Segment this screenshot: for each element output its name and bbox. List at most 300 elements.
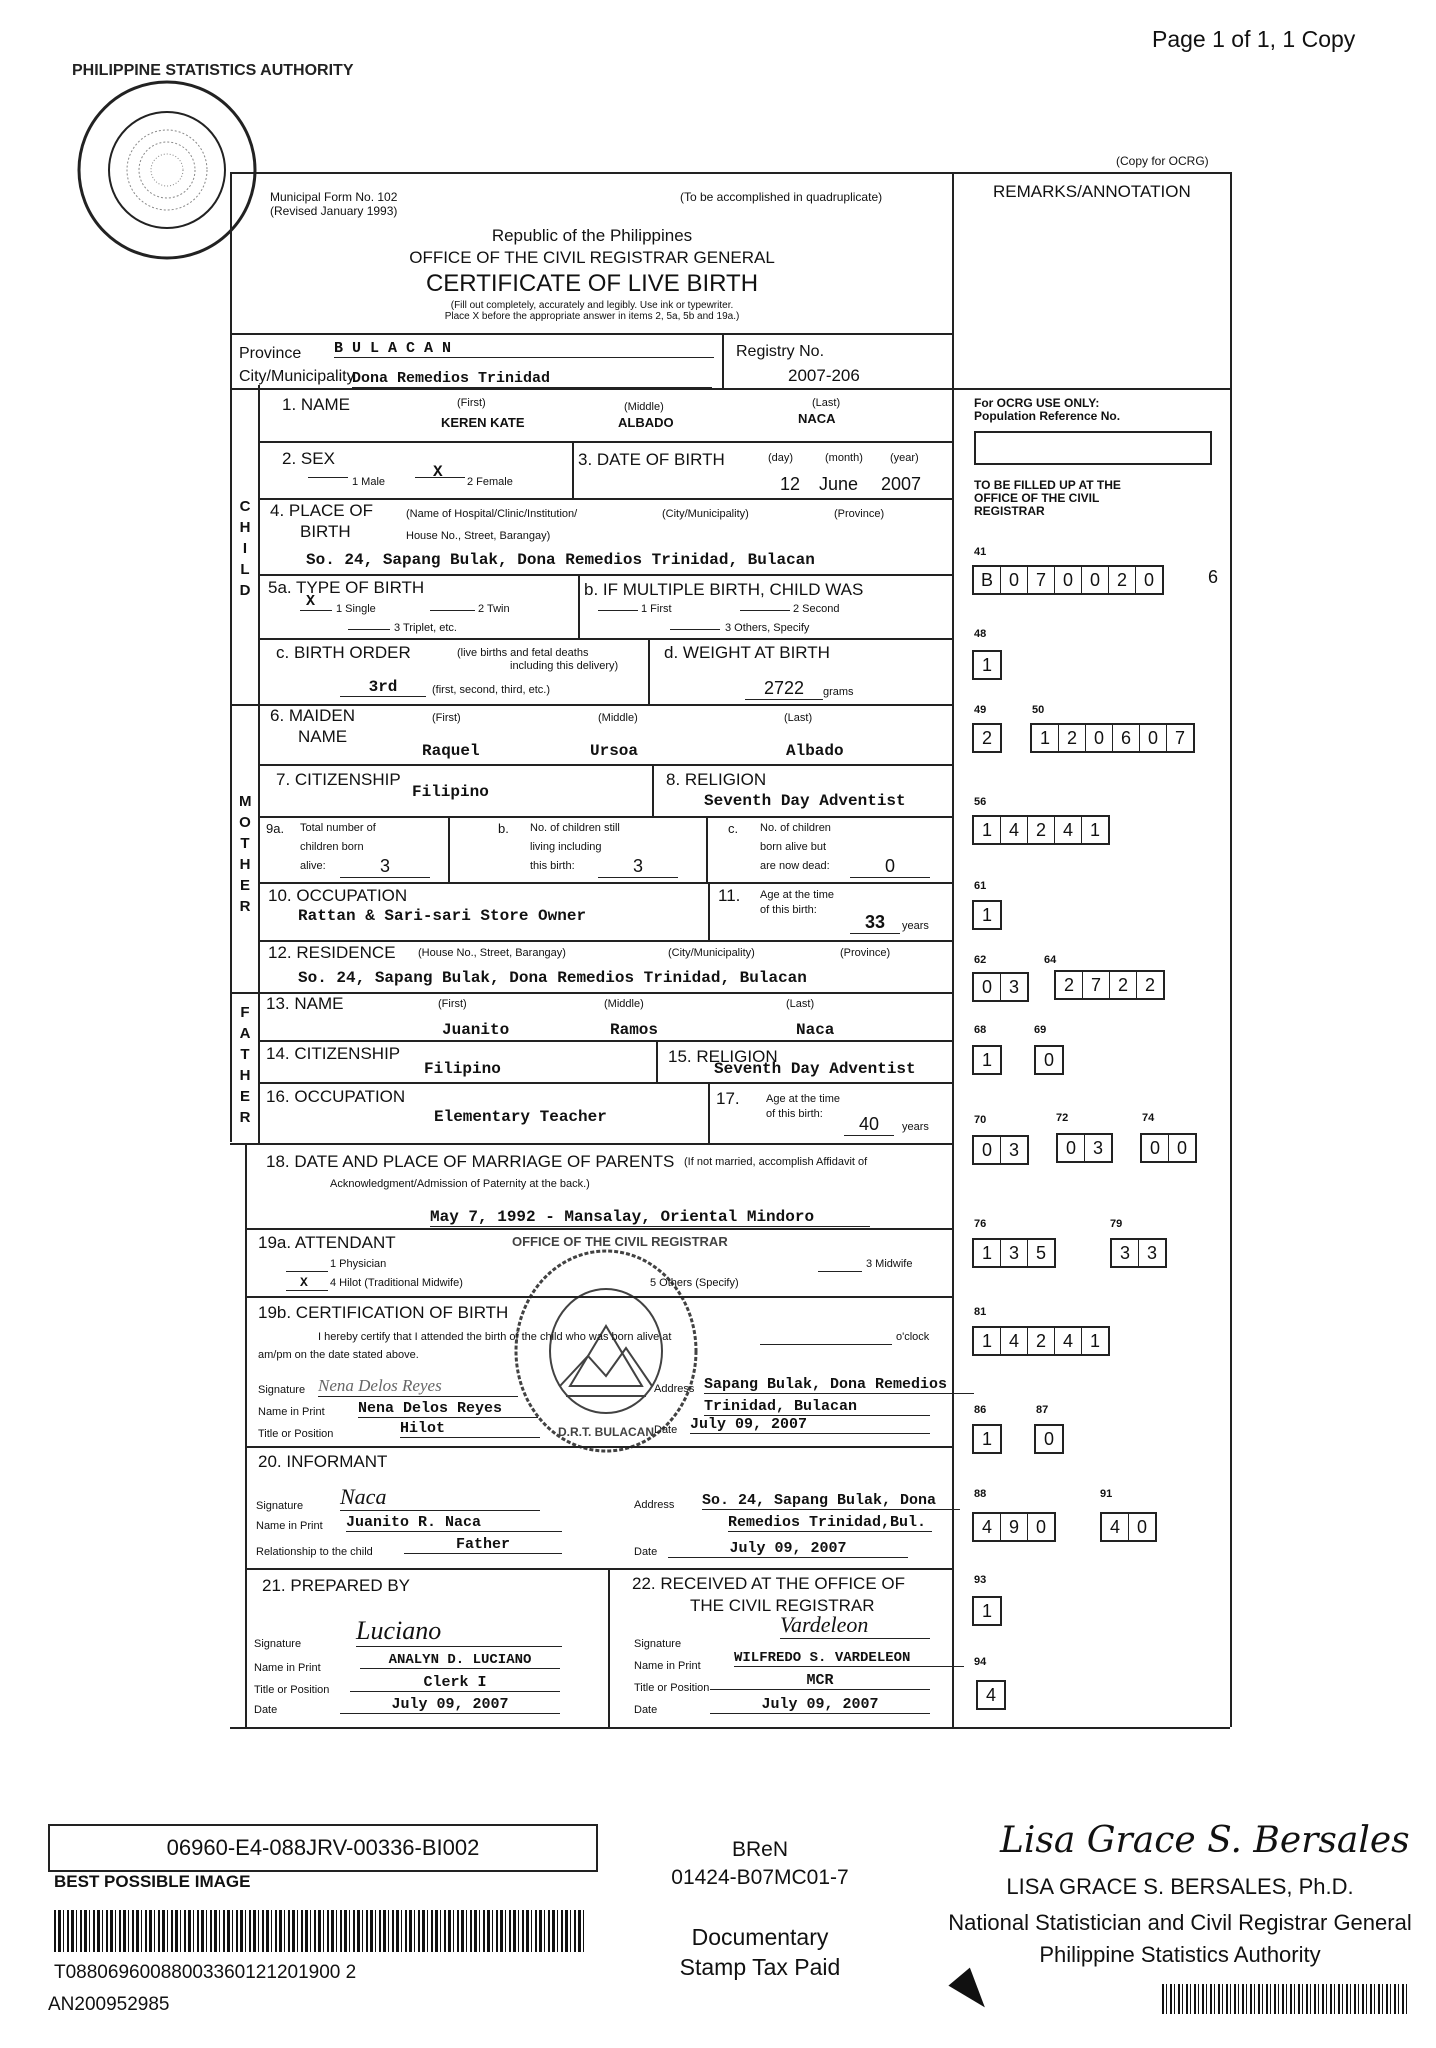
father-occ-value: Elementary Teacher bbox=[434, 1108, 607, 1126]
code-61: 61 bbox=[974, 880, 987, 892]
pob-value: So. 24, Sapang Bulak, Dona Remedios Trinidad, Bulacan bbox=[306, 551, 815, 569]
inf-date-label: Date bbox=[634, 1546, 658, 1558]
father-last-hdr: (Last) bbox=[786, 998, 815, 1010]
registry-value: 2007-206 bbox=[788, 366, 860, 385]
code-digit: 1 bbox=[981, 1050, 992, 1070]
bren-label: BReN bbox=[731, 1838, 789, 1861]
code-digit: 0 bbox=[1055, 567, 1082, 593]
received-label-1: 22. RECEIVED AT THE OFFICE OF bbox=[632, 1574, 906, 1593]
mother-res-city-hdr: (City/Municipality) bbox=[668, 947, 755, 959]
section-mother-text: MOTHER bbox=[239, 793, 252, 915]
code-digit: 4 bbox=[1055, 817, 1082, 843]
type-single: 1 Single bbox=[336, 603, 376, 615]
code-digit: 1 bbox=[981, 905, 992, 925]
father-age-l3: of this birth: bbox=[766, 1108, 823, 1120]
box-69 bbox=[1034, 1045, 1064, 1075]
recv-date-label: Date bbox=[634, 1704, 658, 1716]
inf-rel-label: Relationship to the child bbox=[256, 1546, 373, 1558]
cert-print-label: Name in Print bbox=[258, 1406, 325, 1418]
code-68: 68 bbox=[974, 1024, 987, 1036]
code-digit: B bbox=[974, 567, 1001, 593]
m9b-l4: this birth: bbox=[530, 860, 575, 872]
m9c-num: c. bbox=[728, 821, 739, 836]
cert-title-value: Hilot bbox=[400, 1420, 540, 1438]
mother-age-l2: Age at the time bbox=[760, 889, 834, 901]
cert-signature: Nena Delos Reyes bbox=[318, 1376, 518, 1397]
signer-org: Philippine Statistics Authority bbox=[1039, 1942, 1321, 1967]
code-digit: 2 bbox=[1028, 1328, 1055, 1354]
mother-first: Raquel bbox=[422, 742, 480, 760]
code-50: 50 bbox=[1032, 704, 1045, 716]
code-76: 76 bbox=[974, 1218, 987, 1230]
father-first: Juanito bbox=[442, 1021, 510, 1039]
inf-addr-1: So. 24, Sapang Bulak, Dona bbox=[702, 1492, 960, 1510]
cert-addr-label: Address bbox=[654, 1383, 695, 1395]
code-digit: 1 bbox=[974, 1328, 1001, 1354]
instruction-2: Place X before the appropriate answer in items 2, 5a, 5b and 19a.) bbox=[444, 311, 740, 322]
code-digit: 2 bbox=[1110, 972, 1137, 998]
recv-date-value: July 09, 2007 bbox=[710, 1696, 930, 1714]
civil-seal-text: OFFICE OF THE CIVIL REGISTRAR bbox=[512, 1234, 728, 1249]
page-info: Page 1 of 1, 1 Copy bbox=[1152, 26, 1356, 52]
code-digit: 0 bbox=[1043, 1429, 1054, 1449]
section-father-text: FATHER bbox=[239, 1004, 251, 1126]
father-age-value: 40 bbox=[844, 1114, 894, 1136]
pen-nib-icon bbox=[948, 1968, 995, 2017]
certification-label: 19b. CERTIFICATION OF BIRTH bbox=[258, 1303, 509, 1322]
prep-print-value: ANALYN D. LUCIANO bbox=[360, 1652, 560, 1669]
birth-order-hdr-2: including this delivery) bbox=[510, 660, 619, 672]
pob-label-1: 4. PLACE OF bbox=[270, 501, 373, 520]
mother-occ-value: Rattan & Sari-sari Store Owner bbox=[298, 907, 587, 925]
inf-addr-label: Address bbox=[634, 1499, 675, 1511]
recv-print-label: Name in Print bbox=[634, 1660, 701, 1672]
attendant-physician: 1 Physician bbox=[330, 1258, 387, 1270]
birth-order-hdr-1: (live births and fetal deaths bbox=[457, 647, 589, 659]
box-86 bbox=[972, 1424, 1002, 1454]
inf-signature: Naca bbox=[340, 1484, 540, 1511]
code-62: 62 bbox=[974, 954, 987, 966]
barcode bbox=[54, 1910, 586, 1952]
multiple-birth-label: b. IF MULTIPLE BIRTH, CHILD WAS bbox=[584, 580, 864, 599]
child-last-name: NACA bbox=[798, 411, 836, 426]
code-digit: 0 bbox=[1176, 1138, 1187, 1158]
certification-text-2: am/pm on the date stated above. bbox=[258, 1349, 419, 1361]
code-digit: 1 bbox=[1032, 725, 1059, 751]
child-middle-name: ALBADO bbox=[618, 415, 674, 430]
code-digit: 3 bbox=[1008, 977, 1019, 997]
code-digit: 2 bbox=[1144, 975, 1155, 995]
dob-year-hdr: (year) bbox=[890, 452, 919, 464]
pob-prov-hdr: (Province) bbox=[834, 508, 885, 520]
code-digit: 7 bbox=[1083, 972, 1110, 998]
birth-order-value: 3rd bbox=[340, 678, 426, 697]
multiple-others: 3 Others, Specify bbox=[725, 622, 810, 634]
section-mother-label bbox=[236, 791, 254, 917]
type-triplet: 3 Triplet, etc. bbox=[394, 622, 457, 634]
mother-middle: Ursoa bbox=[590, 742, 639, 760]
box-93 bbox=[972, 1596, 1002, 1626]
cert-addr-2: Trinidad, Bulacan bbox=[704, 1398, 930, 1416]
inf-date-value: July 09, 2007 bbox=[668, 1540, 908, 1558]
pob-hdr-1: (Name of Hospital/Clinic/Institution/ bbox=[406, 508, 578, 520]
stamp-tax-2: Stamp Tax Paid bbox=[679, 1954, 841, 1980]
father-age-l2: Age at the time bbox=[766, 1093, 840, 1105]
type-birth-label: 5a. TYPE OF BIRTH bbox=[268, 578, 425, 597]
prep-sig-label: Signature bbox=[254, 1638, 302, 1650]
mother-cit-label: 7. CITIZENSHIP bbox=[276, 770, 401, 789]
code-digit: 3 bbox=[1008, 1140, 1019, 1160]
box-50 bbox=[1030, 723, 1195, 753]
psa-seal-text: PHILIPPINE STATISTICS AUTHORITY bbox=[72, 62, 354, 79]
attendant-label: 19a. ATTENDANT bbox=[258, 1233, 396, 1252]
weight-label: d. WEIGHT AT BIRTH bbox=[664, 643, 830, 662]
code-56: 56 bbox=[974, 796, 987, 808]
m9c-value: 0 bbox=[850, 856, 930, 878]
form-left-border bbox=[230, 172, 232, 1142]
received-label-2: THE CIVIL REGISTRAR bbox=[690, 1596, 875, 1615]
code-digit: 0 bbox=[1143, 570, 1154, 590]
inf-addr-2: Remedios Trinidad,Bul. bbox=[728, 1514, 932, 1532]
recv-title-value: MCR bbox=[710, 1672, 930, 1690]
box-76 bbox=[972, 1238, 1056, 1268]
form-revised: (Revised January 1993) bbox=[270, 204, 398, 218]
code-digit: 2 bbox=[1056, 972, 1083, 998]
box-70 bbox=[972, 1135, 1029, 1165]
mother-age-value: 33 bbox=[850, 912, 900, 934]
m9b-l3: living including bbox=[530, 841, 602, 853]
recv-signature: Vardeleon bbox=[780, 1612, 930, 1639]
mother-age-num: 11. bbox=[718, 886, 741, 905]
pob-label-2: BIRTH bbox=[300, 522, 351, 541]
m9b-num: b. bbox=[498, 821, 509, 836]
mother-name-label-2: NAME bbox=[298, 727, 348, 746]
prep-title-label: Title or Position bbox=[254, 1684, 330, 1696]
mother-res-prov-hdr: (Province) bbox=[840, 947, 891, 959]
box-64 bbox=[1054, 970, 1165, 1000]
child-name-label: 1. NAME bbox=[282, 395, 351, 414]
dob-label: 3. DATE OF BIRTH bbox=[578, 450, 725, 469]
code-digit: 4 bbox=[1102, 1514, 1129, 1540]
attendant-other: 5 Others (Specify) bbox=[650, 1277, 739, 1289]
father-age-num: 17. bbox=[716, 1089, 740, 1108]
remarks-annotation: REMARKS/ANNOTATION bbox=[993, 182, 1191, 201]
code-87: 87 bbox=[1036, 1404, 1049, 1416]
recv-print-value: WILFREDO S. VARDELEON bbox=[734, 1650, 964, 1667]
code-digit: 0 bbox=[1001, 567, 1028, 593]
code-digit: 6 bbox=[1113, 725, 1140, 751]
code-41: 41 bbox=[974, 546, 987, 558]
code-74: 74 bbox=[1142, 1112, 1155, 1124]
cert-date-value: July 09, 2007 bbox=[690, 1416, 930, 1434]
father-middle-hdr: (Middle) bbox=[604, 998, 644, 1010]
code-digit: 0 bbox=[1035, 1517, 1046, 1537]
code-digit: 1 bbox=[1089, 1331, 1100, 1351]
code-digit: 1 bbox=[981, 655, 992, 675]
city-value: Dona Remedios Trinidad bbox=[352, 370, 712, 388]
prep-title-value: Clerk I bbox=[350, 1674, 560, 1692]
dob-month: June bbox=[819, 474, 859, 494]
child-sex-label: 2. SEX bbox=[282, 449, 335, 468]
father-first-hdr: (First) bbox=[438, 998, 467, 1010]
code-digit: 4 bbox=[1055, 1328, 1082, 1354]
mother-first-hdr: (First) bbox=[432, 712, 461, 724]
multiple-second: 2 Second bbox=[793, 603, 840, 615]
sex-mark: X bbox=[433, 463, 443, 481]
weight-value: 2722 bbox=[745, 678, 823, 700]
box-88 bbox=[972, 1512, 1056, 1542]
ocrg-fill-3: REGISTRAR bbox=[974, 504, 1045, 518]
ocrg-pop-ref: Population Reference No. bbox=[974, 409, 1121, 423]
code-digit: 2 bbox=[1109, 567, 1136, 593]
cert-date-label: Date bbox=[654, 1424, 678, 1436]
m9a-value: 3 bbox=[340, 856, 430, 878]
birth-order-hdr-3: (first, second, third, etc.) bbox=[432, 684, 550, 696]
code-digit: 0 bbox=[1082, 567, 1109, 593]
weight-unit: grams bbox=[823, 686, 854, 698]
mother-last-hdr: (Last) bbox=[784, 712, 813, 724]
father-last: Naca bbox=[796, 1021, 835, 1039]
civil-seal-bottom: D.R.T. BULACAN bbox=[558, 1425, 654, 1439]
code-72: 72 bbox=[1056, 1112, 1069, 1124]
recv-sig-label: Signature bbox=[634, 1638, 682, 1650]
marriage-note-1: (If not married, accomplish Affidavit of bbox=[684, 1156, 868, 1168]
best-possible-image: BEST POSSIBLE IMAGE bbox=[54, 1872, 251, 1891]
box-74 bbox=[1140, 1133, 1197, 1163]
republic: Republic of the Philippines bbox=[491, 226, 693, 245]
birth-order-label: c. BIRTH ORDER bbox=[276, 643, 411, 662]
attendant-midwife: 3 Midwife bbox=[866, 1258, 913, 1270]
box-81 bbox=[972, 1326, 1110, 1356]
mother-res-value: So. 24, Sapang Bulak, Dona Remedios Trinidad, Bulacan bbox=[298, 969, 807, 987]
code-digit: 3 bbox=[1146, 1243, 1157, 1263]
province-value: B U L A C A N bbox=[334, 340, 714, 358]
dob-year: 2007 bbox=[881, 474, 922, 494]
certification-oclock: o'clock bbox=[896, 1331, 930, 1343]
section-child-text: CHILD bbox=[239, 498, 251, 599]
mother-name-label-1: 6. MAIDEN bbox=[270, 706, 356, 725]
marriage-value: May 7, 1992 - Mansalay, Oriental Mindoro bbox=[430, 1208, 870, 1227]
ocrg-fill-2: OFFICE OF THE CIVIL bbox=[974, 491, 1100, 505]
m9c-l2: No. of children bbox=[760, 822, 831, 834]
box-79 bbox=[1110, 1238, 1167, 1268]
prep-date-value: July 09, 2007 bbox=[340, 1696, 560, 1714]
mother-middle-hdr: (Middle) bbox=[598, 712, 638, 724]
certificate-title: CERTIFICATE OF LIVE BIRTH bbox=[425, 270, 759, 297]
multiple-first: 1 First bbox=[641, 603, 672, 615]
m9b-value: 3 bbox=[598, 856, 678, 878]
instruction-1: (Fill out completely, accurately and legibly. Use ink or typewriter. bbox=[450, 300, 734, 311]
child-first-hdr: (First) bbox=[457, 397, 486, 409]
m9b-l2: No. of children still bbox=[530, 822, 620, 834]
m9c-l3: born alive but bbox=[760, 841, 827, 853]
sex-female-option: 2 Female bbox=[467, 476, 513, 488]
dob-month-hdr: (month) bbox=[825, 452, 863, 464]
prepared-label: 21. PREPARED BY bbox=[262, 1576, 411, 1595]
registry-label: Registry No. bbox=[736, 343, 825, 360]
m9a-l2: Total number of bbox=[300, 822, 376, 834]
code-digit: 0 bbox=[1043, 1050, 1054, 1070]
inf-print-label: Name in Print bbox=[256, 1520, 323, 1532]
mother-res-label: 12. RESIDENCE bbox=[268, 943, 396, 962]
code-81: 81 bbox=[974, 1306, 987, 1318]
father-cit-label: 14. CITIZENSHIP bbox=[266, 1044, 401, 1063]
code-70: 70 bbox=[974, 1114, 987, 1126]
attendant-hilot: 4 Hilot (Traditional Midwife) bbox=[330, 1277, 463, 1289]
ocrg-use-only: For OCRG USE ONLY: bbox=[974, 396, 1100, 410]
code-digit: 0 bbox=[1142, 1135, 1169, 1161]
pop-ref-box bbox=[974, 431, 1212, 465]
code-41-extra: 6 bbox=[1208, 567, 1219, 587]
prep-date-label: Date bbox=[254, 1704, 278, 1716]
code-digit: 1 bbox=[981, 1601, 992, 1621]
section-child-label bbox=[236, 496, 254, 601]
code-digit: 4 bbox=[974, 1514, 1001, 1540]
type-birth-mark: X bbox=[306, 593, 316, 610]
box-48 bbox=[972, 650, 1002, 680]
section-father-label bbox=[236, 1002, 254, 1128]
bersales-signature: Lisa Grace S. Bersales bbox=[1000, 1820, 1410, 1861]
province-label: Province bbox=[239, 345, 302, 362]
code-digit: 2 bbox=[981, 728, 992, 748]
code-digit: 2 bbox=[1028, 817, 1055, 843]
m9a-l3: children born bbox=[300, 841, 364, 853]
copy-for-ocrg: (Copy for OCRG) bbox=[1116, 154, 1209, 168]
code-digit: 1 bbox=[1089, 820, 1100, 840]
signer-name: LISA GRACE S. BERSALES, Ph.D. bbox=[1006, 1874, 1354, 1899]
code-91: 91 bbox=[1100, 1488, 1113, 1500]
m9a-l4: alive: bbox=[300, 860, 326, 872]
father-rel-value: Seventh Day Adventist bbox=[714, 1060, 916, 1078]
code-digit: 5 bbox=[1035, 1243, 1046, 1263]
form-number: Municipal Form No. 102 bbox=[270, 190, 398, 204]
pob-city-hdr: (City/Municipality) bbox=[662, 508, 749, 520]
box-87 bbox=[1034, 1424, 1064, 1454]
father-middle: Ramos bbox=[610, 1021, 659, 1039]
inf-print-value: Juanito R. Naca bbox=[346, 1514, 562, 1532]
city-label: City/Municipality bbox=[239, 368, 355, 385]
mother-rel-value: Seventh Day Adventist bbox=[704, 792, 906, 810]
box-94 bbox=[976, 1680, 1006, 1710]
code-digit: 4 bbox=[1001, 817, 1028, 843]
stamp-tax-1: Documentary bbox=[691, 1924, 829, 1950]
code-digit: 4 bbox=[985, 1685, 996, 1705]
code-93: 93 bbox=[974, 1574, 987, 1586]
code-digit: 0 bbox=[1086, 725, 1113, 751]
recv-title-label: Title or Position bbox=[634, 1682, 710, 1694]
footer-ref-box bbox=[48, 1824, 598, 1872]
code-digit: 3 bbox=[1112, 1240, 1139, 1266]
code-digit: 4 bbox=[1001, 1328, 1028, 1354]
civil-registrar-seal bbox=[512, 1234, 728, 1456]
mother-res-hdr: (House No., Street, Barangay) bbox=[418, 947, 566, 959]
code-digit: 0 bbox=[974, 1137, 1001, 1163]
code-digit: 3 bbox=[1001, 1240, 1028, 1266]
box-91 bbox=[1100, 1512, 1157, 1542]
barcode-text: T08806960088003360121201900 2 bbox=[54, 1962, 357, 1983]
certification-text-1: I hereby certify that I attended the birth of the child who was born alive at bbox=[318, 1331, 672, 1343]
mother-last: Albado bbox=[786, 742, 844, 760]
box-49 bbox=[972, 723, 1002, 753]
box-41 bbox=[972, 565, 1164, 595]
form-right-border bbox=[1230, 172, 1232, 1727]
type-twin: 2 Twin bbox=[478, 603, 510, 615]
prep-signature: Luciano bbox=[356, 1616, 562, 1647]
code-49: 49 bbox=[974, 704, 987, 716]
attendant-hilot-mark: X bbox=[300, 1275, 308, 1290]
marriage-label: 18. DATE AND PLACE OF MARRIAGE OF PARENTS bbox=[266, 1152, 675, 1171]
sex-male-option: 1 Male bbox=[352, 476, 386, 488]
prep-print-label: Name in Print bbox=[254, 1662, 321, 1674]
dob-day-hdr: (day) bbox=[768, 452, 794, 464]
inf-rel-value: Father bbox=[404, 1536, 562, 1554]
code-64: 64 bbox=[1044, 954, 1057, 966]
box-68 bbox=[972, 1045, 1002, 1075]
code-digit: 7 bbox=[1028, 567, 1055, 593]
pob-hdr-2: House No., Street, Barangay) bbox=[406, 530, 551, 542]
father-name-label: 13. NAME bbox=[266, 994, 344, 1013]
code-digit: 7 bbox=[1174, 728, 1185, 748]
box-72 bbox=[1056, 1133, 1113, 1163]
informant-label: 20. INFORMANT bbox=[258, 1452, 388, 1471]
code-digit: 0 bbox=[1058, 1135, 1085, 1161]
code-digit: 2 bbox=[1059, 725, 1086, 751]
code-digit: 0 bbox=[1136, 1517, 1147, 1537]
code-88: 88 bbox=[974, 1488, 987, 1500]
form-quadruplicate: (To be accomplished in quadruplicate) bbox=[680, 190, 883, 204]
inf-sig-label: Signature bbox=[256, 1500, 304, 1512]
m9a-num: 9a. bbox=[266, 821, 285, 836]
mother-occ-label: 10. OCCUPATION bbox=[268, 886, 408, 905]
code-digit: 1 bbox=[974, 817, 1001, 843]
code-digit: 0 bbox=[974, 974, 1001, 1000]
father-age-unit: years bbox=[902, 1121, 929, 1133]
an-number: AN200952985 bbox=[48, 1994, 170, 2015]
code-digit: 0 bbox=[1140, 725, 1167, 751]
mother-age-l3: of this birth: bbox=[760, 904, 817, 916]
box-62 bbox=[972, 972, 1029, 1002]
box-56 bbox=[972, 815, 1110, 845]
marriage-note-2: Acknowledgment/Admission of Paternity at the back.) bbox=[330, 1178, 590, 1190]
child-first-name: KEREN KATE bbox=[441, 415, 525, 430]
father-cit-value: Filipino bbox=[424, 1060, 501, 1078]
code-48: 48 bbox=[974, 628, 987, 640]
code-digit: 9 bbox=[1001, 1514, 1028, 1540]
cert-sig-label: Signature bbox=[258, 1384, 306, 1396]
box-61 bbox=[972, 900, 1002, 930]
code-69: 69 bbox=[1034, 1024, 1047, 1036]
cert-print-value: Nena Delos Reyes bbox=[358, 1400, 538, 1418]
code-digit: 1 bbox=[974, 1240, 1001, 1266]
father-rel-label: 15. RELIGION bbox=[668, 1047, 778, 1066]
ocrg-fill-1: TO BE FILLED UP AT THE bbox=[974, 478, 1121, 492]
dob-day: 12 bbox=[780, 474, 801, 494]
code-94: 94 bbox=[974, 1656, 987, 1668]
bren-number: 01424-B07MC01-7 bbox=[671, 1866, 849, 1889]
office-title: OFFICE OF THE CIVIL REGISTRAR GENERAL bbox=[409, 248, 775, 267]
cert-addr-1: Sapang Bulak, Dona Remedios bbox=[704, 1376, 974, 1394]
child-middle-hdr: (Middle) bbox=[624, 401, 664, 413]
code-86: 86 bbox=[974, 1404, 987, 1416]
m9c-l4: are now dead: bbox=[760, 860, 830, 872]
mother-age-unit: years bbox=[902, 920, 929, 932]
mother-cit-value: Filipino bbox=[412, 783, 489, 801]
code-digit: 3 bbox=[1092, 1138, 1103, 1158]
footer-ref: 06960-E4-088JRV-00336-BI002 bbox=[166, 1835, 480, 1860]
father-occ-label: 16. OCCUPATION bbox=[266, 1087, 406, 1106]
code-digit: 1 bbox=[981, 1429, 992, 1449]
mother-rel-label: 8. RELIGION bbox=[666, 770, 767, 789]
